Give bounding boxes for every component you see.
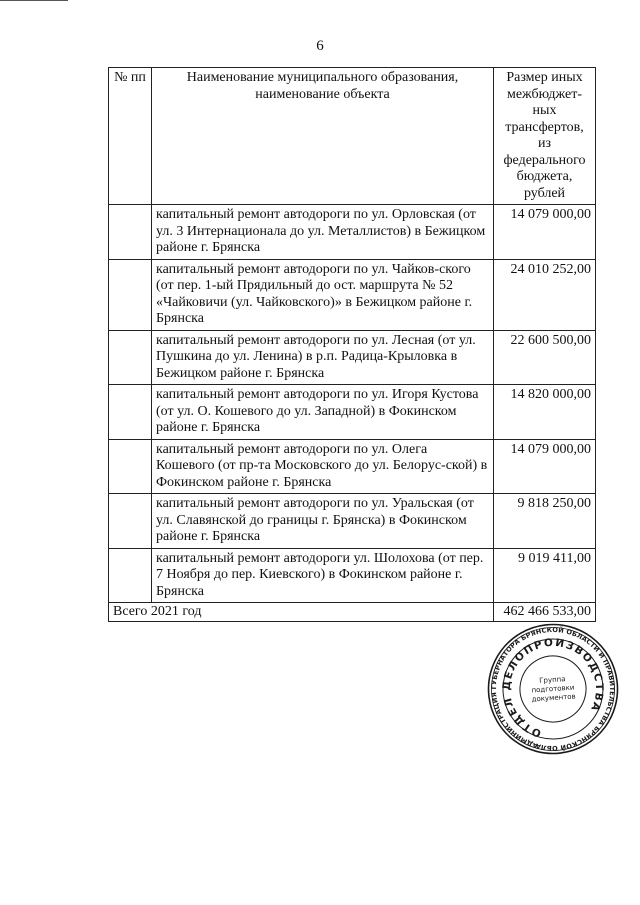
stamp-outer-text: АДМИНИСТРАЦИЯ ГУБЕРНАТОРА БРЯНСКОЙ ОБЛАСТИ И ПРАВИТЕЛЬСТВА БРЯНСКОЙ ОБЛАСТИ xyxy=(489,625,617,753)
row-number-cell xyxy=(109,330,152,385)
table-row xyxy=(109,330,596,385)
row-number-cell xyxy=(109,385,152,440)
stamp-inner-text: ОТДЕЛ ДЕЛОПРОИЗВОДСТВА xyxy=(500,636,606,740)
row-amount: 9 818 250,00 xyxy=(494,494,596,549)
office-stamp xyxy=(486,622,620,756)
row-name: капитальный ремонт автодороги по ул. Чайков-ского (от пер. 1-ый Прядильный до ост. маршрута № 52 «Чайковичи (ул. Чайковского)» в Бежицком районе г. Брянска xyxy=(152,259,494,330)
total-row xyxy=(109,603,596,622)
row-amount: 24 010 252,00 xyxy=(494,259,596,330)
stamp-center-line: документов xyxy=(531,692,576,704)
table-row xyxy=(109,385,596,440)
row-amount: 14 079 000,00 xyxy=(494,439,596,494)
total-amount: 462 466 533,00 xyxy=(494,603,596,622)
table-row xyxy=(109,439,596,494)
transfers-table xyxy=(108,67,596,622)
total-label: Всего 2021 год xyxy=(109,603,494,622)
header-name: Наименование муниципального образования, наименование объекта xyxy=(152,68,494,205)
row-name: капитальный ремонт автодороги по ул. Уральская (от ул. Славянской до границы г. Брянска) в Фокинском районе г. Брянска xyxy=(152,494,494,549)
row-amount: 9 019 411,00 xyxy=(494,548,596,603)
stamp-center-line: Группа xyxy=(538,675,566,685)
row-number-cell xyxy=(109,548,152,603)
table-row xyxy=(109,548,596,603)
row-amount: 14 079 000,00 xyxy=(494,205,596,260)
row-number-cell xyxy=(109,205,152,260)
header-number: № пп xyxy=(109,68,152,205)
header-amount: Размер иных межбюджет-ных трансфертов, из федерального бюджета, рублей xyxy=(494,68,596,205)
page-number: 6 xyxy=(316,38,324,54)
row-name: капитальный ремонт автодороги по ул. Игоря Кустова (от ул. О. Кошевого до ул. Западной) в Фокинском районе г. Брянска xyxy=(152,385,494,440)
row-amount: 14 820 000,00 xyxy=(494,385,596,440)
table-row xyxy=(109,259,596,330)
row-number-cell xyxy=(109,259,152,330)
table-row xyxy=(109,205,596,260)
stamp-center-line: подготовки xyxy=(531,683,575,695)
table-header-row xyxy=(109,68,596,205)
table-row xyxy=(109,494,596,549)
row-name: капитальный ремонт автодороги по ул. Олега Кошевого (от пр-та Московского до ул. Белорус-ской) в Фокинском районе г. Брянска xyxy=(152,439,494,494)
row-number-cell xyxy=(109,439,152,494)
row-name: капитальный ремонт автодороги по ул. Лесная (от ул. Пушкина до ул. Ленина) в р.п. Радица-Крыловка в Бежицком районе г. Брянска xyxy=(152,330,494,385)
row-amount: 22 600 500,00 xyxy=(494,330,596,385)
row-number-cell xyxy=(109,494,152,549)
row-name: капитальный ремонт автодороги по ул. Орловская (от ул. 3 Интернационала до ул. Металлистов) в Бежицком районе г. Брянска xyxy=(152,205,494,260)
scan-edge-line xyxy=(0,0,68,1)
row-name: капитальный ремонт автодороги ул. Шолохова (от пер. 7 Ноября до пер. Киевского) в Фокинском районе г. Брянска xyxy=(152,548,494,603)
